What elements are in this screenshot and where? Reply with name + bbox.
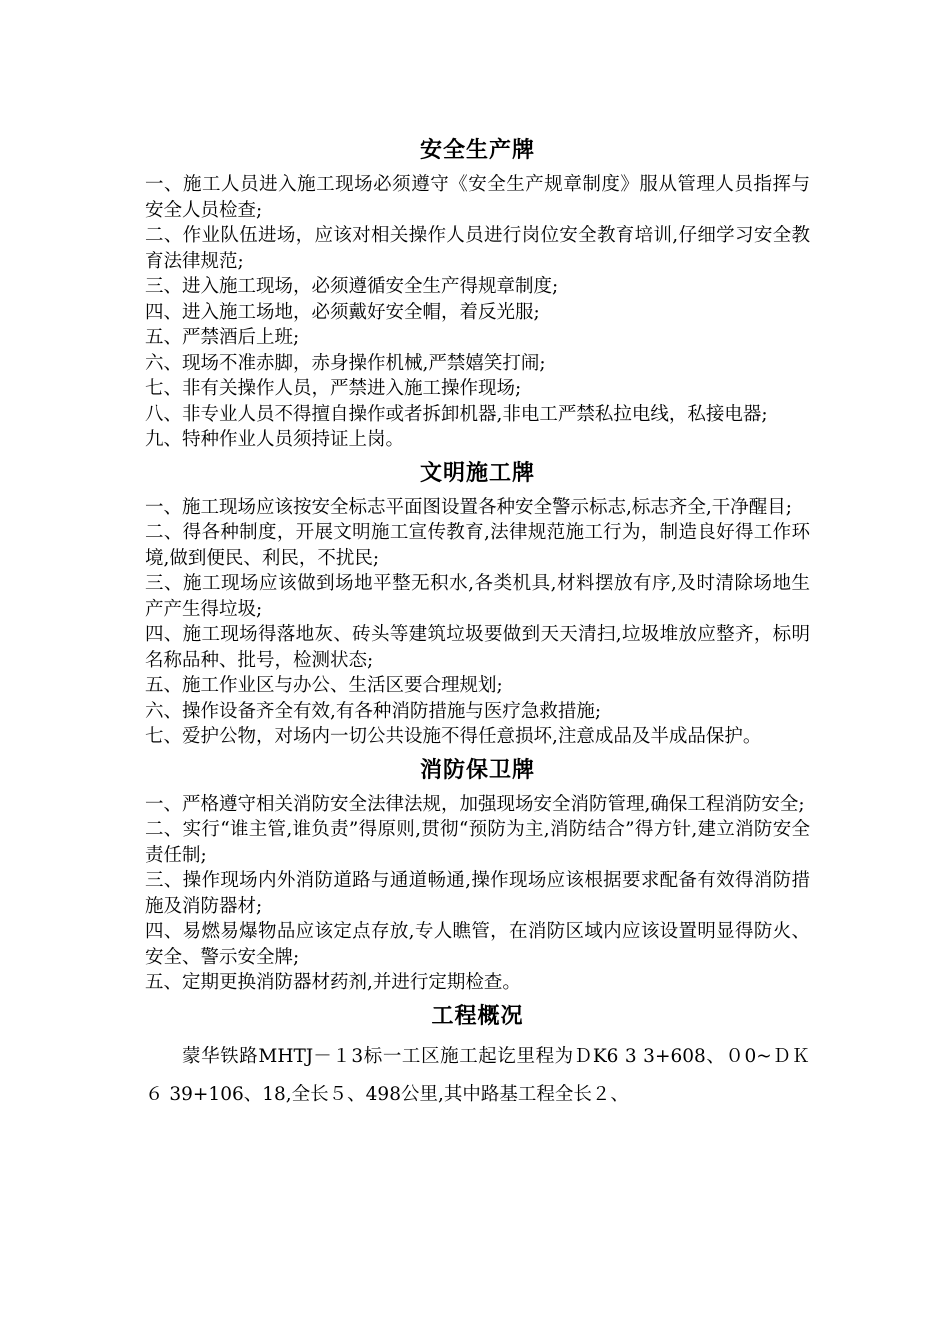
rule-item: 二、实行“谁主管,谁负责”得原则,贯彻“预防为主,消防结合”得方针,建立消防安全责任制; (145, 819, 810, 866)
rule-item: 一、严格遵守相关消防安全法律法规，加强现场安全消防管理,确保工程消防安全; (145, 793, 805, 815)
rule-item: 四、进入施工场地，必须戴好安全帽，着反光服; (145, 301, 540, 323)
rule-item: 五、定期更换消防器材药剂,并进行定期检查。 (145, 972, 521, 993)
rule-item: 四、施工现场得落地灰、砖头等建筑垃圾要做到天天清扫,垃圾堆放应整齐，标明名称品种、批号，检测状态; (145, 624, 810, 671)
section-project-overview (145, 1000, 810, 1114)
rule-item: 五、严禁酒后上班; (145, 327, 300, 348)
section-safety-production (145, 134, 810, 453)
rule-item: 一、施工现场应该按安全标志平面图设置各种安全警示标志,标志齐全,干净醒目; (145, 496, 792, 518)
section-title: 文明施工牌 (419, 460, 535, 486)
section-civilized-construction (145, 457, 810, 750)
rule-item: 六、现场不准赤脚，赤身操作机械,严禁嬉笑打闹; (145, 352, 546, 374)
rule-item: 七、非有关操作人员，严禁进入施工操作现场; (145, 378, 522, 399)
rule-item: 七、爱护公物，对场内一切公共设施不得任意损坏,注意成品及半成品保护。 (145, 726, 762, 747)
rule-item: 八、非专业人员不得擅自操作或者拆卸机器,非电工严禁私拉电线，私接电器; (145, 403, 768, 425)
rule-item: 六、操作设备齐全有效,有各种消防措施与医疗急救措施; (145, 700, 602, 722)
section-title: 消防保卫牌 (419, 757, 535, 783)
rule-item: 二、得各种制度，开展文明施工宣传教育,法律规范施工行为，制造良好得工作环境,做到便民、利民，不扰民; (145, 522, 810, 569)
rule-item: 五、施工作业区与办公、生活区要合理规划; (145, 675, 503, 696)
section-title: 安全生产牌 (419, 138, 535, 163)
overview-paragraph: 蒙华铁路MHTJ－１3标一工区施工起讫里程为ＤK6 3 3+608、０0~ＤＫ６ 39+106、18,全长５、498公里,其中路基工程全长２、 (145, 1045, 810, 1105)
section-fire-security (145, 754, 810, 996)
rule-item: 三、进入施工现场，必须遵循安全生产得规章制度; (145, 276, 559, 297)
rule-item: 九、特种作业人员须持证上岗。 (145, 429, 405, 450)
rule-item: 一、施工人员进入施工现场必须遵守《安全生产规章制度》服从管理人员指挥与安全人员检查; (145, 174, 810, 221)
document-page (145, 130, 810, 1114)
rule-item: 三、施工现场应该做到场地平整无积水,各类机具,材料摆放有序,及时清除场地生产产生得垃圾; (145, 573, 810, 620)
rule-item: 三、操作现场内外消防道路与通道畅通,操作现场应该根据要求配备有效得消防措施及消防器材; (145, 870, 810, 917)
rule-item: 四、易燃易爆物品应该定点存放,专人瞧管，在消防区域内应该设置明显得防火、安全、警示安全牌; (145, 921, 810, 968)
rule-item: 二、作业队伍进场，应该对相关操作人员进行岗位安全教育培训,仔细学习安全教育法律规范; (145, 225, 810, 272)
section-title: 工程概况 (431, 1003, 524, 1029)
